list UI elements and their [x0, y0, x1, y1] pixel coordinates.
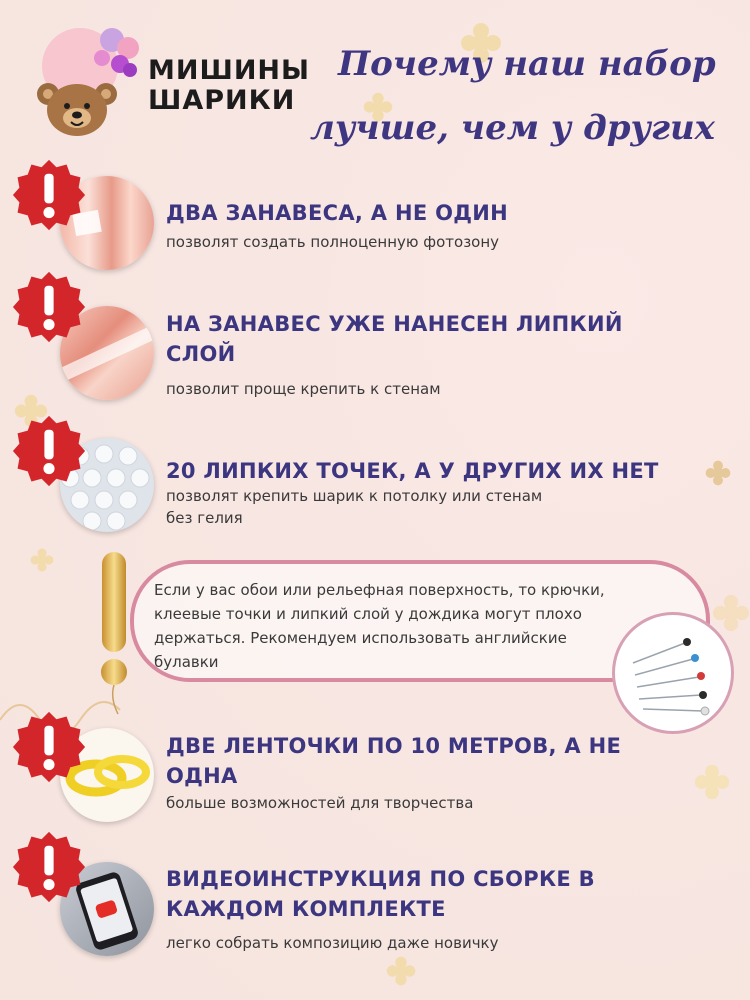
exclamation-icon: [12, 414, 86, 488]
flower-decoration-icon: [694, 764, 730, 800]
bear-with-balloons-icon: [28, 22, 148, 142]
feature-description: позволят создать полноценную фотозону: [166, 233, 500, 251]
safety-pins-photo: [612, 612, 734, 734]
page-title-line1: Почему наш набор: [338, 44, 716, 84]
exclamation-icon: [12, 830, 86, 904]
feature-description: позволят крепить шарик к потолку или стенам без гелия: [166, 487, 543, 527]
note-text: Если у вас обои или рельефная поверхность, то крючки, клеевые точки и липкий слой у дождика могут плохо держаться. Рекомендуем использовать английские булавки: [154, 581, 605, 671]
feature-description: больше возможностей для творчества: [166, 794, 474, 812]
gold-exclamation-balloon-icon: [92, 548, 136, 718]
brand-name-line1: МИШИНЫ: [148, 55, 310, 86]
pins-drawing: [615, 615, 731, 731]
flower-decoration-icon: [30, 548, 54, 572]
feature-title: НА ЗАНАВЕС УЖЕ НАНЕСЕН ЛИПКИЙ СЛОЙ: [166, 312, 623, 366]
brand-logo: [28, 22, 318, 142]
feature-title: ВИДЕОИНСТРУКЦИЯ ПО СБОРКЕ В КАЖДОМ КОМПЛЕКТЕ: [166, 867, 595, 921]
page-title-line2: лучше, чем у других: [310, 108, 715, 148]
brand-name-line2: ШАРИКИ: [148, 85, 296, 116]
feature-description: позволит проще крепить к стенам: [166, 380, 441, 398]
feature-description: легко собрать композицию даже новичку: [166, 934, 499, 952]
feature-title: ДВА ЗАНАВЕСА, А НЕ ОДИН: [166, 201, 508, 225]
exclamation-icon: [12, 270, 86, 344]
flower-decoration-icon: [386, 956, 416, 986]
flower-decoration-icon: [705, 460, 731, 486]
feature-title: ДВЕ ЛЕНТОЧКИ ПО 10 МЕТРОВ, А НЕ ОДНА: [166, 734, 622, 788]
flower-decoration-icon: [712, 594, 750, 632]
exclamation-icon: [12, 710, 86, 784]
exclamation-icon: [12, 158, 86, 232]
feature-title: 20 ЛИПКИХ ТОЧЕК, А У ДРУГИХ ИХ НЕТ: [166, 459, 659, 483]
